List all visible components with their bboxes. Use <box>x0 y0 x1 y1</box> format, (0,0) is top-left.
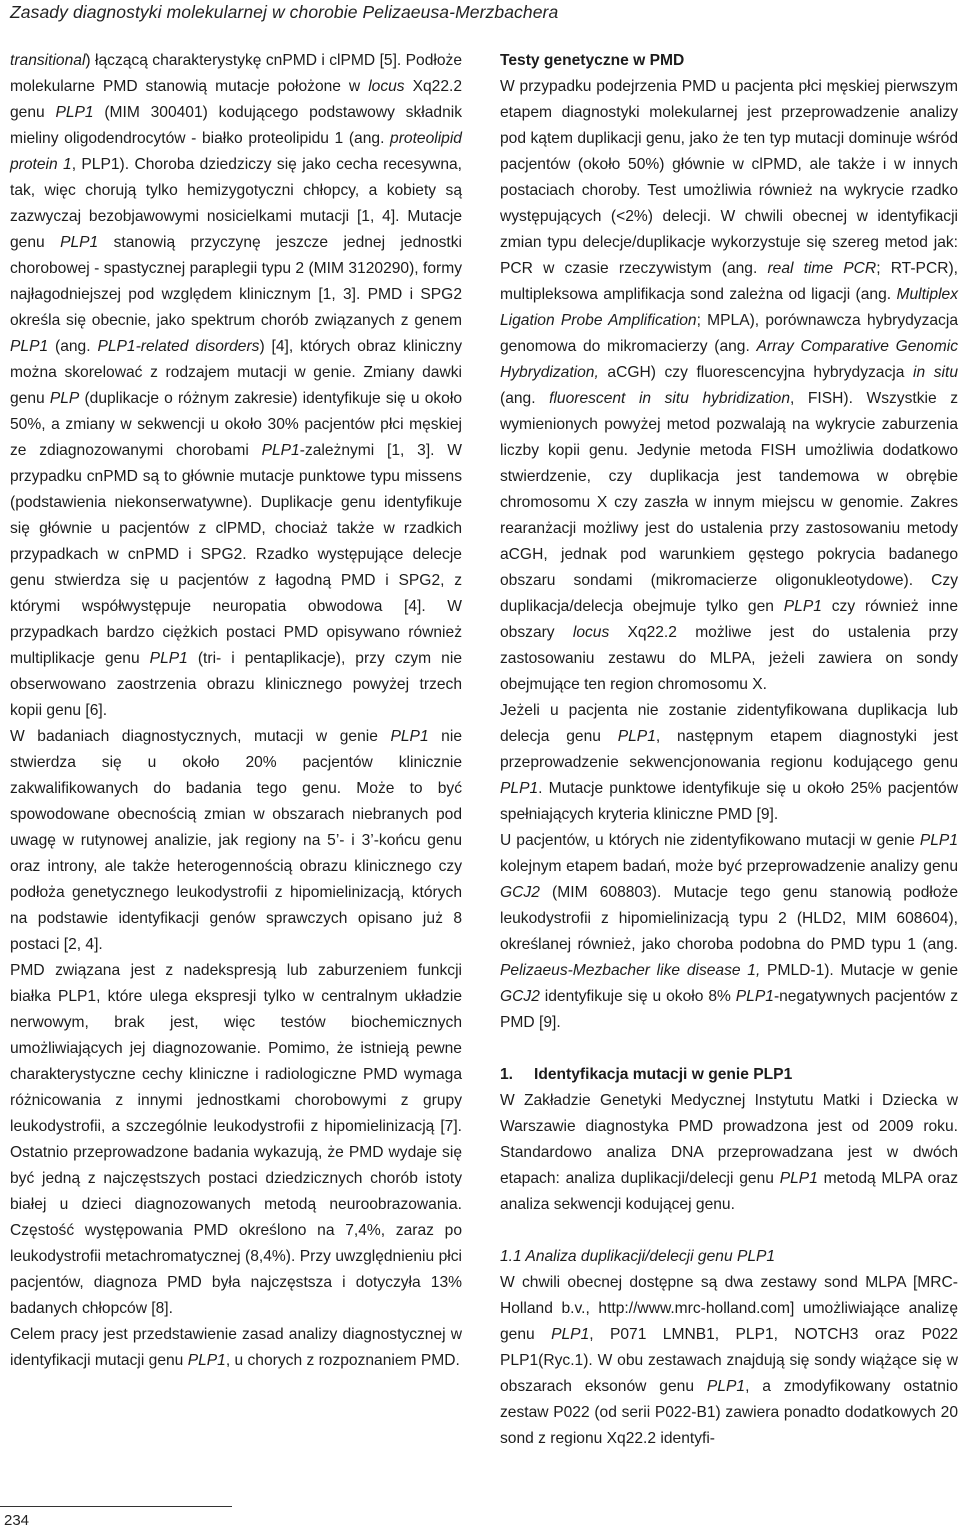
text-run: (duplikacje o różnym zakresie) identyfikuje się u około 50%, a zmiany w sekwencji u około 30% pacjentów płci męskiej ze zdiagnozowanymi chorobami <box>10 390 462 459</box>
text-run: stanowią przyczynę jeszcze jednej jednostki chorobowej - spastycznej paraplegii typu 2 (MIM 3120290), formy najłagodniejszej pod względem klinicznym [1, 3]. PMD i SPG2 określa się obecnie, jako spektrum chorób związanych z genem <box>10 234 462 329</box>
section-number: 1. <box>500 1066 514 1083</box>
text-run: , FISH). Wszystkie z wymienionych powyżej metod pozwalają na wykrycie zaburzenia liczby kopii genu. Jedynie metoda FISH umożliwia dodatkowo stwierdzenie, czy duplikacja jest tandemowa w obrębie chromosomu X czy zaszła w innym miejscu w genomie. Zakres rearanżacji możliwy jest do ustalenia przy zastosowaniu metody aCGH, jednak pod warunkiem gęstego pokrycia badanego obszaru sondami (mikromacierze oligonukleotydowe). Czy duplikacja/delecja obejmuje tylko gen <box>500 390 958 615</box>
text-run: -zależnymi [1, 3]. W przypadku cnPMD są to głównie mutacje punktowe typu missens (podstawienia niekonserwatywne). Duplikacje genu identyfikuje się głównie u pacjentów z clPMD, chociaż także w rzadkich przypadkach w cnPMD i SPG2. Rzadko występujące delecje genu stwierdza się u pacjentów z łagodną PMD i SPG2, z którymi współwystępuje neuropatia obwodowa [4]. W przypadkach bardzo ciężkich postaci PMD opisywano również multiplikacje genu <box>10 442 462 667</box>
text-run: Xq22.2 możliwe jest do ustalenia przy zastosowaniu zestawu do MLPA, jeżeli zawiera on sondy obejmujące ten region chromosomu X. <box>500 624 959 693</box>
paragraph <box>500 698 958 828</box>
text-run: U pacjentów, u których nie zidentyfikowano mutacji w genie <box>500 832 920 849</box>
text-run: (tri- i pentaplikacje), przy czym nie obserwowano zaostrzenia obrazu klinicznego powyżej trzech kopii genu [6]. <box>10 650 462 719</box>
italic-text-run: fluorescent in situ hybridization <box>549 390 790 407</box>
running-header <box>10 0 960 26</box>
italic-text-run: PLP <box>49 390 80 407</box>
text-run: identyfikuje się u około 8% <box>539 988 736 1005</box>
text-run: , u chorych z rozpoznaniem PMD. <box>225 1352 460 1369</box>
italic-text-run: PLP1 <box>617 728 656 745</box>
text-run: czy również inne obszary <box>500 598 958 641</box>
italic-text-run: transitional <box>10 52 86 69</box>
italic-text-run: PLP1 <box>187 1352 226 1369</box>
text-run: Xq22.2 genu <box>10 78 462 121</box>
text-run: . Mutacje punktowe identyfikuje się u około 25% pacjentów spełniających kryteria kliniczne PMD [9]. <box>500 780 958 823</box>
italic-text-run: GCJ2 <box>500 988 540 1005</box>
italic-text-run: PLP1 <box>551 1326 590 1343</box>
italic-text-run: Pelizaeus-Mezbacher like disease 1, <box>500 962 761 979</box>
paragraph <box>500 1270 958 1452</box>
text-run: kolejnym etapem badań, może być przeprowadzenie analizy genu <box>500 858 958 875</box>
paragraph <box>500 828 958 1036</box>
text-run: Celem pracy jest przedstawienie zasad analizy diagnostycznej w identyfikacji mutacji genu <box>10 1326 462 1369</box>
text-run: , następnym etapem diagnostyki jest przeprowadzenie sekwencjonowania regionu kodującego genu <box>500 728 958 771</box>
text-run: (MIM 608803). Mutacje tego genu stanowią podłoże leukodystrofii z hipomielinizacją typu 2 (HLD2, MIM 608604), określanej również, jako choroba podobna do PMD typu 1 (ang. <box>500 884 958 953</box>
text-run: W Zakładzie Genetyki Medycznej Instytutu Matki i Dziecka w Warszawie diagnostyka PMD prowadzona jest od 2009 roku. Standardowo analiza DNA przeprowadzana jest w dwóch etapach: analiza duplikacji/delecji genu <box>500 1092 958 1187</box>
text-run: , P071 LMNB1, PLP1, NOTCH3 oraz P022 PLP1(Ryc.1). W obu zestawach znajdują się sondy wiążące się w obszarach eksonów genu <box>500 1326 959 1395</box>
text-run: aCGH) czy fluorescencyjna hybrydyzacja <box>598 364 913 381</box>
italic-text-run: PLP1 <box>779 1170 818 1187</box>
text-run: , PLP1). Choroba dziedziczy się jako cecha recesywna, tak, więc chorują tylko hemizygotyczni chłopcy, a kobiety są zazwyczaj bezobjawowymi nosicielkami mutacji [1, 4]. Mutacje genu <box>10 156 462 251</box>
section-heading-genetic-tests: Testy genetyczne w PMD <box>500 52 685 69</box>
italic-text-run: in situ <box>913 364 958 381</box>
text-run: PMD związana jest z nadekspresją lub zaburzeniem funkcji białka PLP1, które ulega ekspresji tylko w centralnym układzie nerwowym, brak jest, więc testów biochemicznych umożliwiających jej diagnozowanie. Pomimo, że istnieją pewne charakterystyczne cechy kliniczne i radiologiczne PMD wymaga różnicowania z innymi jednostkami chorobowymi z grupy leukodystrofii, a szczególnie leukodystrofii z hipomielinizacją [7]. Ostatnio przeprowadzone badania wykazują, że PMD wydaje się być jedną z najczęstszych postaci dziedzicznych chorób istoty białej u dzieci diagnozowanych metodą neuroobrazowania. Częstość występowania PMD określono na 7,4%, zaraz po leukodystrofii metachromatycznej (8,4%). Przy uwzględnieniu płci pacjentów, diagnoza PMD była najczęstsza i dotyczyła 13% badanych chłopców [8]. <box>10 962 462 1317</box>
italic-text-run: PLP1 <box>735 988 774 1005</box>
paragraph <box>10 1322 462 1374</box>
italic-text-run: locus <box>572 624 610 641</box>
italic-text-run: PLP1 <box>500 780 539 797</box>
text-run: PMLD-1). Mutacje w genie <box>760 962 958 979</box>
right-column <box>500 48 958 1452</box>
italic-text-run: PLP1 <box>60 234 99 251</box>
text-run: ) łączącą charakterystykę cnPMD i clPMD [5]. Podłoże molekularne PMD stanowią mutacje położone w <box>10 52 462 95</box>
text-run: W przypadku podejrzenia PMD u pacjenta płci męskiej pierwszym etapem diagnostyki molekularnej jest przeprowadzenie analizy pod kątem duplikacji genu, jako że ten typ mutacji dominuje wśród pacjentów (około 50%) głównie w clPMD, ale także i w innych postaciach choroby. Test umożliwia również na wykrycie rzadko występujących (<2%) delecji. W chwili obecnej w identyfikacji zmian typu delecje/duplikacje wykorzystuje się szereg metod jak: PCR w czasie rzeczywistym (ang. <box>500 78 958 277</box>
italic-text-run: PLP1 <box>261 442 300 459</box>
italic-text-run: GCJ2 <box>500 884 540 901</box>
footer-divider <box>0 1506 232 1507</box>
italic-text-run: PLP1 <box>390 728 429 745</box>
text-run: ) [4], których obraz kliniczny można skorelować z rodzajem mutacji w genie. Zmiany dawki genu <box>10 338 462 407</box>
section-title: Identyfikacja mutacji w genie PLP1 <box>534 1066 793 1083</box>
text-run: ; RT-PCR), multipleksowa amplifikacja sond zależna od ligacji (ang. <box>500 260 958 303</box>
italic-text-run: PLP1 <box>10 338 49 355</box>
paragraph <box>10 724 462 958</box>
text-run: nie stwierdza się u około 20% pacjentów klinicznie zakwalifikowanych do badania tego genu. Może to być spowodowane obecnością zmian w obszarach niebranych pod uwagę w rutynowej analizie, jak regiony na 5’- i 3’-końcu genu oraz introny, ale także heterogennością obrazu klinicznego czy podłoża genetycznego leukodystrofii z hipomielinizacją, których na podstawie identyfikacji genów sprawczych opisano już 8 postaci [2, 4]. <box>10 728 462 953</box>
italic-text-run: PLP1 <box>783 598 822 615</box>
text-run: , a zmodyfikowany ostatnio zestaw P022 (od serii P022-B1) zawiera ponadto dodatkowych 20 sond z regionu Xq22.2 identyfi- <box>500 1378 958 1447</box>
italic-text-run: PLP1 <box>919 832 958 849</box>
text-run: (ang. <box>500 390 550 407</box>
italic-text-run: PLP1 <box>55 104 94 121</box>
subsection-heading: 1.1 Analiza duplikacji/delecji genu PLP1 <box>500 1248 776 1265</box>
running-title: Zasady diagnostyki molekularnej w chorobie Pelizaeusa-Merzbachera <box>10 2 559 22</box>
italic-text-run: PLP1 <box>706 1378 746 1395</box>
paragraph <box>10 958 462 1322</box>
numbered-section-heading <box>500 1062 958 1088</box>
text-run: metodą MLPA oraz analiza sekwencji kodującej genu. <box>500 1170 958 1213</box>
paragraph <box>500 1088 958 1218</box>
left-column <box>10 48 462 1374</box>
italic-text-run: PLP1-related disorders <box>97 338 260 355</box>
page-number: 234 <box>4 1512 30 1529</box>
paragraph <box>10 48 462 724</box>
text-run: Jeżeli u pacjenta nie zostanie zidentyfikowana duplikacja lub delecja genu <box>500 702 958 745</box>
italic-text-run: PLP1 <box>149 650 188 667</box>
italic-text-run: locus <box>368 78 405 95</box>
text-run: W chwili obecnej dostępne są dwa zestawy sond MLPA [MRC-Holland b.v., http://www.mrc-holland.com] umożliwiające analizę genu <box>500 1274 958 1343</box>
text-run: -negatywnych pacjentów z PMD [9]. <box>500 988 958 1031</box>
text-run: (ang. <box>48 338 98 355</box>
italic-text-run: Multiplex Ligation Probe Amplification <box>500 286 958 329</box>
text-run: ; MPLA), porównawcza hybrydyzacja genomowa do mikromacierzy (ang. <box>500 312 958 355</box>
text-run: W badaniach diagnostycznych, mutacji w genie <box>10 728 391 745</box>
italic-text-run: real time PCR <box>767 260 877 277</box>
paragraph <box>500 74 958 698</box>
italic-text-run: proteolipid protein 1 <box>10 130 462 173</box>
italic-text-run: Array Comparative Genomic Hybrydization, <box>500 338 958 381</box>
text-run: (MIM 300401) kodującego podstawowy składnik mieliny oligodendrocytów - białko proteolipidu 1 (ang. <box>10 104 463 147</box>
